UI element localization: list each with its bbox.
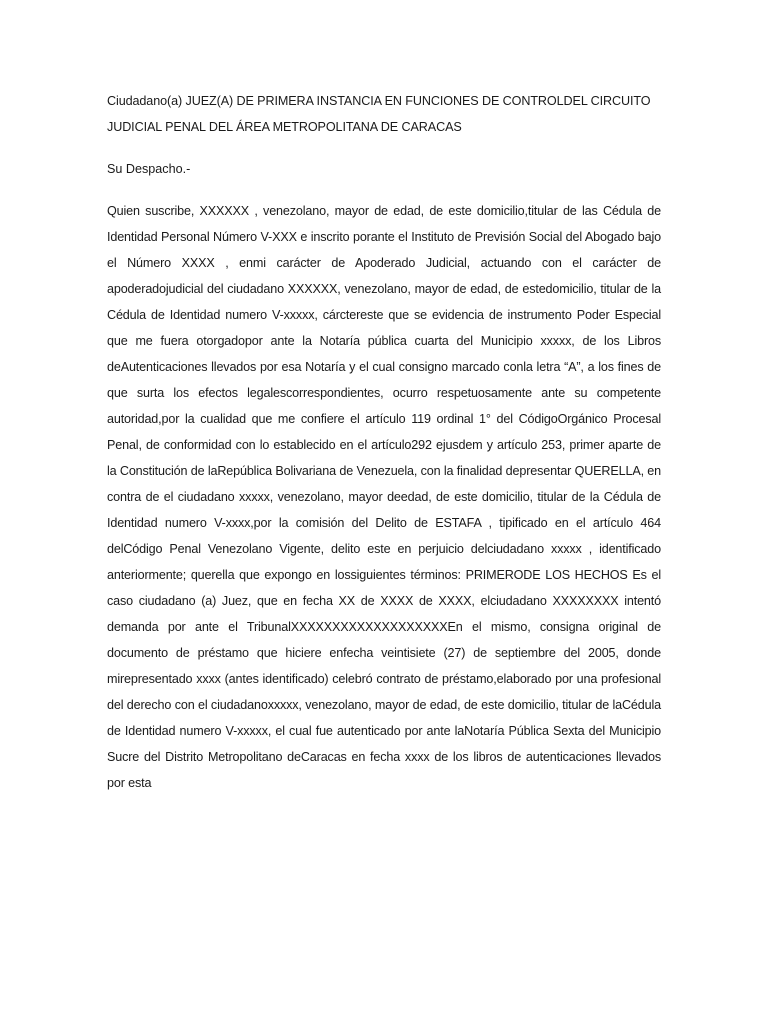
document-body xyxy=(107,88,661,796)
body-paragraph: Quien suscribe, XXXXXX , venezolano, mayor de edad, de este domicilio,titular de las Cédula de Identidad Personal Número V-XXX e inscrito porante el Instituto de Previsión Social del Abogado bajo el Número XXXX , enmi carácter de Apoderado Judicial, actuando con el carácter de apoderadojudicial del ciudadano XXXXXX, venezolano, mayor de edad, de estedomicilio, titular de la Cédula de Identidad numero V-xxxxx, cárctereste que se evidencia de instrumento Poder Especial que me fuera otorgadopor ante la Notaría pública cuarta del Municipio xxxxx, de los Libros deAutenticaciones llevados por esa Notaría y el cual consigno marcado conla letra “A”, a los fines de que surta los efectos legalescorrespondientes, ocurro respetuosamente ante su competente autoridad,por la cualidad que me confiere el artículo 119 ordinal 1° del CódigoOrgánico Procesal Penal, de conformidad con lo establecido en el artículo292 ejusdem y artículo 253, primer aparte de la Constitución de laRepública Bolivariana de Venezuela, con la finalidad depresentar QUERELLA, en contra de el ciudadano xxxxx, venezolano, mayor deedad, de este domicilio, titular de la Cédula de Identidad numero V-xxxx,por la comisión del Delito de ESTAFA , tipificado en el artículo 464 delCódigo Penal Venezolano Vigente, delito este en perjuicio delciudadano xxxxx , identificado anteriormente; querella que expongo en lossiguientes términos: PRIMERODE LOS HECHOS Es el caso ciudadano (a) Juez, que en fecha XX de XXXX de XXXX, elciudadano XXXXXXXX intentó demanda por ante el TribunalXXXXXXXXXXXXXXXXXXXEn el mismo, consigna original de documento de préstamo que hiciere enfecha veintisiete (27) de septiembre del 2005, donde mirepresentado xxxx (antes identificado) celebró contrato de préstamo,elaborado por una profesional del derecho con el ciudadanoxxxxx, venezolano, mayor de edad, de este domicilio, titular de laCédula de Identidad numero V-xxxxx, el cual fue autenticado por ante laNotaría Pública Sexta del Municipio Sucre del Distrito Metropolitano deCaracas en fecha xxxx de los libros de autenticaciones llevados por esta xyxy=(107,204,661,790)
greeting-line: Su Despacho.- xyxy=(107,162,191,176)
addressee-heading: Ciudadano(a) JUEZ(A) DE PRIMERA INSTANCIA EN FUNCIONES DE CONTROLDEL CIRCUITO JUDICIAL PENAL DEL ÁREA METROPOLITANA DE CARACAS xyxy=(107,94,651,134)
